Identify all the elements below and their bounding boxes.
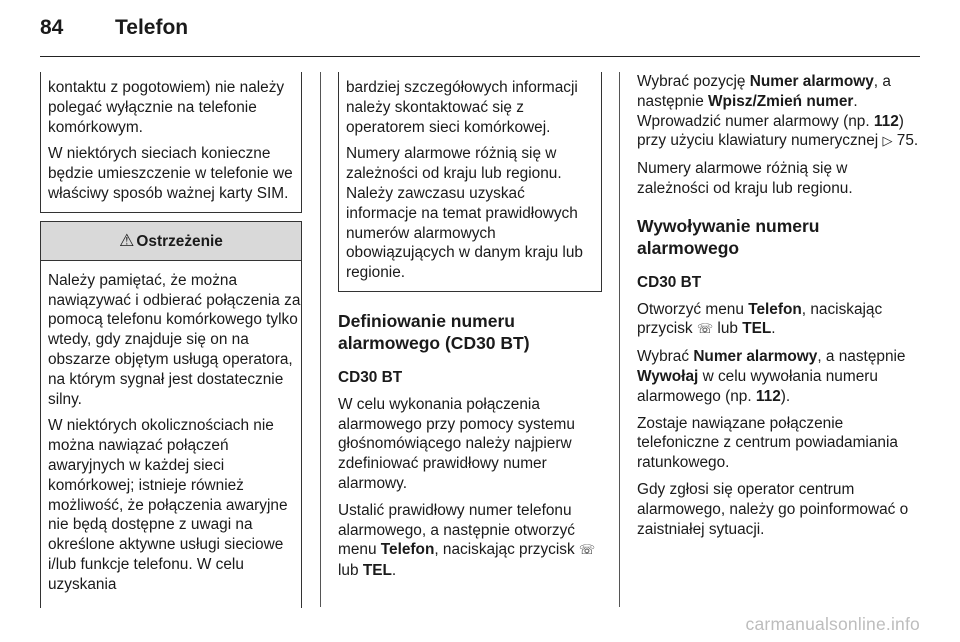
body-paragraph: Gdy zgłosi się operator centrum alarmowego, należy go poinformować o zaistniałej sytuacji. [637, 480, 909, 538]
page-title: Telefon [115, 16, 189, 39]
warning-triangle-icon: ⚠ [119, 230, 135, 250]
body-paragraph: Zostaje nawiązane połączenie telefoniczne z centrum powiadamiania ratunkowego. [637, 414, 898, 472]
body-paragraph: W celu wykonania połączenia alarmowego przy pomocy systemu głośnomówiącego należy najpierw zdefiniować prawidłowy numer alarmowy. [338, 395, 575, 492]
warning-paragraph: Należy pamiętać, że można nawiązywać i odbierać połączenia za pomocą telefonu komórkowego tylko wtedy, gdy znajduje się on na obszarze objętym usługą operatora, na którym sygnał jest dostatecznie silny. [48, 271, 301, 408]
warning-box-continued [338, 72, 602, 292]
warning-paragraph: Numery alarmowe różnią się w zależności od kraju lub regionu. Należy zawczasu uzyskać informacje na temat prawidłowych numerów alarmowych obowiązujących w danym kraju lub regionie. [346, 145, 583, 282]
body-paragraph: Wybrać pozycję Numer alarmowy, a następnie Wpisz/Zmień numer. Wprowadzić numer alarmowy (np. 112) przy użyciu klawiatury numerycznej ▷ 75. [637, 73, 919, 150]
warning-paragraph: W niektórych okolicznościach nie można nawiązać połączeń awaryjnych w każdej sieci komórkowej; istnieje również możliwość, że połączenia awaryjne nie będą dostępne z uwagi na określone aktywne usługi sieciowe i/lub funkcje telefonu. W celu uzyskania [48, 417, 288, 593]
column-1 [40, 72, 302, 608]
warning-paragraph: bardziej szczegółowych informacji należy skontaktować się z operatorem sieci komórkowej. [346, 79, 578, 136]
column-divider-1 [320, 72, 321, 607]
watermark: carmanualsonline.info [745, 614, 920, 634]
body-paragraph: Ustalić prawidłowy numer telefonu alarmowego, a następnie otworzyć menu Telefon, naciskając przycisk ☏ lub TEL. [338, 501, 596, 580]
phone-button-icon: ☏ [578, 543, 596, 559]
section-heading: Definiowanie numeru alarmowego (CD30 BT) [338, 310, 530, 353]
warning-body [41, 261, 301, 608]
body-paragraph: Numery alarmowe różnią się w zależności od kraju lub regionu. [637, 160, 853, 197]
header-rule [40, 56, 920, 57]
warning-box [40, 221, 302, 608]
subheading: CD30 BT [637, 273, 702, 291]
column-2 [338, 72, 602, 588]
page-reference-triangle-icon: ▷ [882, 134, 893, 150]
body-paragraph: Otworzyć menu Telefon, naciskając przycisk ☏ lub TEL. [637, 300, 883, 338]
section-heading: Wywoływanie numeru alarmowego [637, 215, 820, 258]
body-paragraph: Wybrać Numer alarmowy, a następnie Wywołaj w celu wywołania numeru alarmowego (np. 112). [637, 348, 906, 405]
page-number: 84 [40, 16, 64, 39]
note-box-continued [40, 72, 302, 213]
subheading: CD30 BT [338, 368, 403, 386]
note-paragraph: kontaktu z pogotowiem) nie należy polegać wyłącznie na telefonie komórkowym. [48, 79, 285, 136]
note-paragraph: W niektórych sieciach konieczne będzie umieszczenie w telefonie we właściwy sposób ważnej karty SIM. [48, 145, 293, 202]
warning-title: Ostrzeżenie [136, 232, 223, 250]
phone-button-icon: ☏ [696, 322, 714, 338]
warning-header [41, 222, 301, 261]
column-divider-2 [619, 72, 620, 607]
column-3 [637, 72, 920, 546]
